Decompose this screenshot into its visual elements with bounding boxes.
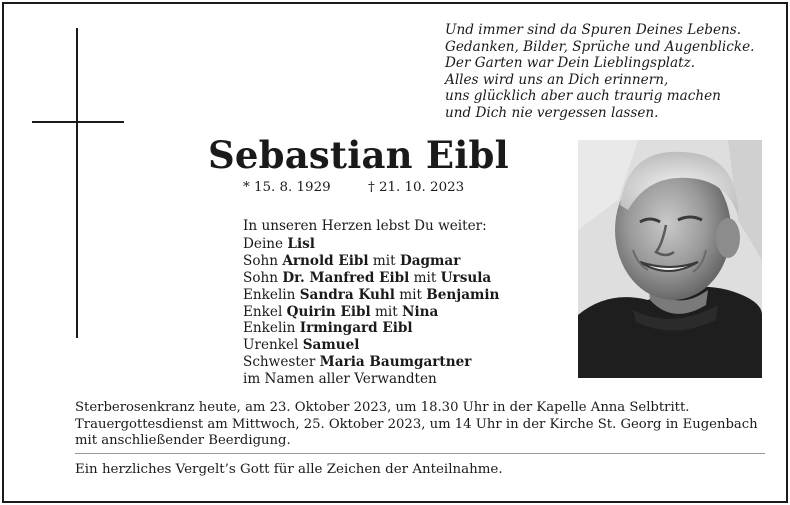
mourner-name: Maria Baumgartner — [319, 354, 472, 371]
mourner-name: Lisl — [287, 235, 315, 252]
announcements — [75, 400, 775, 450]
burial-notice: mit anschließender Beerdigung. — [75, 433, 291, 448]
mourner-relation: Sohn — [243, 269, 283, 286]
birth-date: * 15. 8. 1929 — [243, 180, 331, 195]
death-date: † 21. 10. 2023 — [368, 180, 465, 195]
mourner-relation: Sohn — [243, 252, 283, 269]
mourner-row — [243, 354, 499, 371]
poem-line: Und immer sind da Spuren Deines Lebens. — [445, 22, 742, 38]
portrait-image — [578, 140, 762, 378]
poem-line: uns glücklich aber auch traurig machen — [445, 88, 721, 105]
mourner-name: Irmingard Eibl — [299, 320, 413, 337]
poem — [445, 22, 780, 122]
mourner-mit: mit — [394, 286, 427, 303]
mourner-name: Samuel — [302, 337, 360, 354]
funeral-mass-notice: Trauergottesdienst am Mittwoch, 25. Oktober 2023, um 14 Uhr in der Kirche St. Georg in Eugenbach — [75, 416, 758, 432]
mourner-partner: Benjamin — [426, 286, 500, 303]
poem-line: Der Garten war Dein Lieblingsplatz. — [445, 55, 696, 72]
cross-icon-bar — [32, 121, 124, 123]
mourner-row — [243, 304, 499, 321]
mourner-name: Dr. Manfred Eibl — [282, 269, 410, 286]
mourner-relation: Enkelin — [243, 286, 300, 303]
mourners-intro: In unseren Herzen lebst Du weiter: — [243, 218, 487, 234]
poem-line: Alles wird uns an Dich erinnern, — [445, 71, 669, 88]
cross-icon — [76, 28, 78, 338]
poem-line: Gedanken, Bilder, Sprüche und Augenblicke. — [445, 38, 755, 55]
mourners-closing: im Namen aller Verwandten — [243, 371, 437, 388]
mourners-list — [243, 218, 499, 388]
mourner-row — [243, 287, 499, 304]
poem-line: und Dich nie vergessen lassen. — [445, 104, 659, 121]
mourner-mit: mit — [368, 252, 400, 269]
mourner-partner: Dagmar — [399, 252, 461, 269]
mourner-row — [243, 270, 499, 287]
mourner-row — [243, 320, 499, 337]
mourner-row — [243, 337, 499, 354]
divider — [75, 453, 765, 454]
mourner-relation: Enkelin — [243, 320, 300, 337]
thanks-note: Ein herzliches Vergelt’s Gott für alle Zeichen der Anteilnahme. — [75, 462, 503, 477]
mourner-partner: Nina — [402, 303, 439, 320]
mourner-mit: mit — [370, 303, 403, 320]
mourner-name: Arnold Eibl — [282, 252, 369, 269]
rosary-notice: Sterberosenkranz heute, am 23. Oktober 2023, um 18.30 Uhr in der Kapelle Anna Selbtritt. — [75, 400, 690, 415]
mourner-relation: Deine — [243, 235, 288, 252]
mourner-relation: Enkel — [243, 303, 287, 320]
mourner-name: Sandra Kuhl — [299, 286, 395, 303]
mourner-row — [243, 236, 499, 253]
deceased-name: Sebastian Eibl — [208, 133, 509, 177]
mourner-relation: Urenkel — [243, 337, 303, 354]
portrait-photo — [578, 140, 762, 378]
mourner-relation: Schwester — [243, 354, 320, 371]
mourner-partner: Ursula — [440, 269, 492, 286]
mourner-name: Quirin Eibl — [286, 303, 371, 320]
mourner-row — [243, 253, 499, 270]
mourner-mit: mit — [409, 269, 441, 286]
